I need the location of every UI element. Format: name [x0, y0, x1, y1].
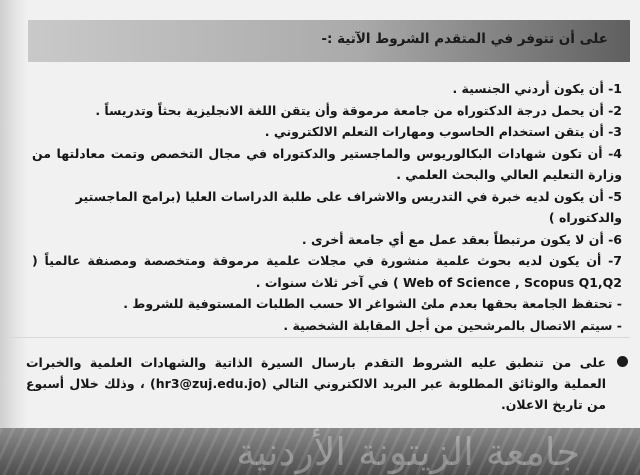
note-item-2: - سيتم الاتصال بالمرشحين من أجل المقابلة الشخصية .: [283, 317, 622, 333]
footer-decorative-band: [0, 428, 640, 475]
condition-item-2: 2- أن يحمل درجة الدكتوراه من جامعة مرموقة وأن يتقن اللغة الانجليزية بحثاً وتدريساً .: [95, 102, 622, 118]
conditions-header-bar: [28, 20, 630, 62]
condition-item-5: 5- أن يكون لديه خبرة في التدريس والاشراف على طلبة الدراسات العليا (برامج الماجستير والدكتوراه ): [75, 188, 622, 225]
bullet-dot-icon: [617, 356, 628, 367]
note-item-1: - تحتفظ الجامعة بحقها بعدم ملئ الشواغر الا حسب الطلبات المستوفية للشروط .: [123, 296, 622, 311]
condition-item-6: 6- أن لا يكون مرتبطاً بعقد عمل مع أي جامعة أخرى .: [301, 231, 622, 247]
condition-item-1: 1- أن يكون أردني الجنسية .: [452, 81, 622, 96]
condition-item-7: 7- أن يكون لديه بحوث علمية منشورة في مجلات علمية مرموقة ومتخصصة ومصنفة عالمياً ( Web of Science , Scopus Q1,Q2 ) في آخر ثلاث سنوات .: [32, 253, 622, 290]
conditions-header-title: على أن تتوفر في المتقدم الشروط الآتية :-: [321, 31, 608, 47]
application-notice: على من تنطبق عليه الشروط التقدم بارسال السيرة الذاتية والشهادات العلمية والخبرات العملية والوثائق المطلوبة عبر البريد الالكتروني التالي (hr3@zuj.edu.jo) ، وذلك خلال أسبوع من تاريخ الاعلان.: [26, 355, 606, 412]
condition-item-3: 3- أن يتقن استخدام الحاسوب ومهارات التعلم الالكتروني .: [264, 124, 622, 139]
footer-watermark: جامعة الزيتونة الأردنية: [236, 430, 580, 474]
section-divider: [10, 337, 630, 338]
page-edge-shadow: [0, 0, 28, 475]
conditions-list: [32, 78, 622, 336]
condition-item-4: 4- أن تكون شهادات البكالوريوس والماجستير والدكتوراه في مجال التخصص وتمت معادلتها من وزارة التعليم العالي والبحث العلمي .: [32, 145, 622, 182]
